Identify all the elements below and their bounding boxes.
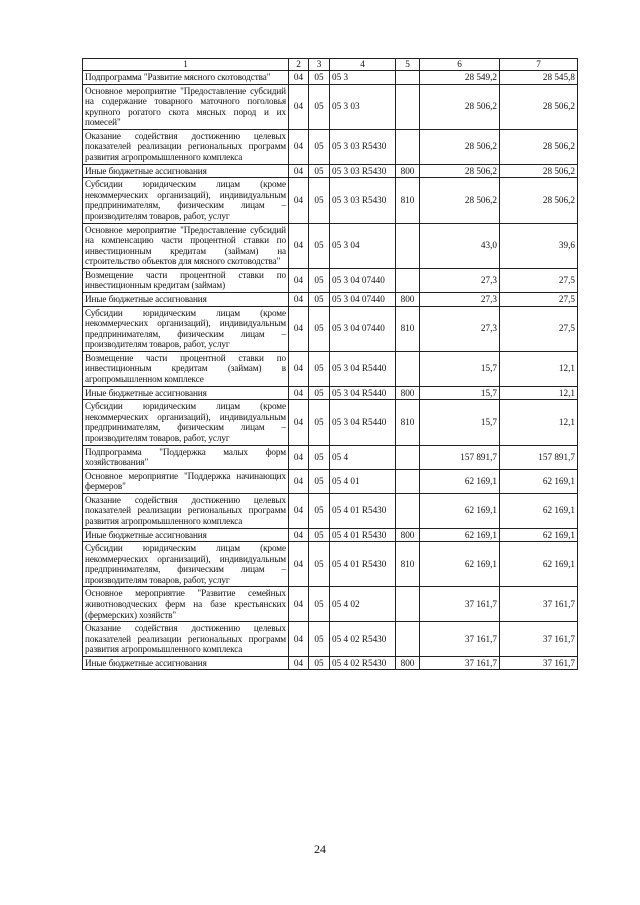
section-code-cell: 04 — [289, 493, 309, 528]
amount-cell: 37 161,7 — [500, 622, 578, 657]
row-name-cell: Оказание содействия достижению целевых показателей реализации региональных программ развития агропромышленного комплекса — [83, 129, 289, 164]
amount-cell: 39,6 — [500, 223, 578, 268]
amount-cell: 157 891,7 — [500, 445, 578, 469]
table-row — [83, 129, 578, 164]
column-header: 4 — [330, 59, 396, 71]
column-header: 3 — [309, 59, 330, 71]
subsection-code-cell: 05 — [309, 587, 330, 622]
section-code-cell: 04 — [289, 71, 309, 85]
expense-type-cell: 810 — [396, 178, 420, 223]
target-article-cell: 05 3 03 R5430 — [330, 129, 396, 164]
expense-type-cell — [396, 622, 420, 657]
table-row — [83, 656, 578, 670]
section-code-cell: 04 — [289, 164, 309, 178]
table-row — [83, 622, 578, 657]
expense-type-cell: 800 — [396, 386, 420, 400]
section-code-cell: 04 — [289, 268, 309, 292]
row-name-cell: Подпрограмма "Развитие мясного скотоводства" — [83, 71, 289, 85]
section-code-cell: 04 — [289, 542, 309, 587]
row-name-cell: Основное мероприятие "Предоставление субсидий на компенсацию части процентной ставки по инвестиционным кредитам (займам) на строительство объектов для мясного скотоводства" — [83, 223, 289, 268]
amount-cell: 62 169,1 — [500, 493, 578, 528]
row-name-cell: Субсидии юридическим лицам (кроме некоммерческих организаций), индивидуальным предпринимателям, физическим лицам – производителям товаров, работ, услуг — [83, 400, 289, 445]
amount-cell: 28 506,2 — [420, 129, 500, 164]
amount-cell: 28 506,2 — [500, 129, 578, 164]
amount-cell: 37 161,7 — [420, 656, 500, 670]
amount-cell: 28 506,2 — [500, 178, 578, 223]
amount-cell: 43,0 — [420, 223, 500, 268]
amount-cell: 28 506,2 — [420, 84, 500, 129]
column-header: 1 — [83, 59, 289, 71]
amount-cell: 62 169,1 — [420, 493, 500, 528]
amount-cell: 37 161,7 — [420, 587, 500, 622]
table-row — [83, 528, 578, 542]
section-code-cell: 04 — [289, 400, 309, 445]
expense-type-cell — [396, 445, 420, 469]
table-row — [83, 164, 578, 178]
amount-cell: 28 549,2 — [420, 71, 500, 85]
table-row — [83, 386, 578, 400]
amount-cell: 27,3 — [420, 292, 500, 306]
target-article-cell: 05 3 04 07440 — [330, 306, 396, 351]
section-code-cell: 04 — [289, 292, 309, 306]
column-header: 2 — [289, 59, 309, 71]
section-code-cell: 04 — [289, 656, 309, 670]
section-code-cell: 04 — [289, 306, 309, 351]
amount-cell: 62 169,1 — [500, 542, 578, 587]
subsection-code-cell: 05 — [309, 400, 330, 445]
target-article-cell: 05 3 — [330, 71, 396, 85]
expense-type-cell — [396, 223, 420, 268]
expense-type-cell: 800 — [396, 164, 420, 178]
target-article-cell: 05 4 01 R5430 — [330, 542, 396, 587]
section-code-cell: 04 — [289, 622, 309, 657]
expense-type-cell — [396, 587, 420, 622]
column-header: 7 — [500, 59, 578, 71]
subsection-code-cell: 05 — [309, 622, 330, 657]
target-article-cell: 05 4 02 R5430 — [330, 656, 396, 670]
table-row — [83, 292, 578, 306]
target-article-cell: 05 4 01 — [330, 469, 396, 493]
amount-cell: 28 506,2 — [500, 84, 578, 129]
budget-table — [82, 58, 578, 670]
row-name-cell: Оказание содействия достижению целевых показателей реализации региональных программ развития агропромышленного комплекса — [83, 622, 289, 657]
subsection-code-cell: 05 — [309, 351, 330, 386]
target-article-cell: 05 3 04 R5440 — [330, 351, 396, 386]
amount-cell: 37 161,7 — [500, 587, 578, 622]
subsection-code-cell: 05 — [309, 71, 330, 85]
row-name-cell: Иные бюджетные ассигнования — [83, 292, 289, 306]
expense-type-cell — [396, 84, 420, 129]
amount-cell: 27,5 — [500, 306, 578, 351]
row-name-cell: Основное мероприятие "Предоставление субсидий на содержание товарного маточного поголовья крупного рогатого скота мясных пород и их помесей" — [83, 84, 289, 129]
row-name-cell: Иные бюджетные ассигнования — [83, 656, 289, 670]
amount-cell: 28 506,2 — [420, 164, 500, 178]
row-name-cell: Иные бюджетные ассигнования — [83, 528, 289, 542]
expense-type-cell: 800 — [396, 528, 420, 542]
amount-cell: 15,7 — [420, 386, 500, 400]
amount-cell: 27,5 — [500, 292, 578, 306]
subsection-code-cell: 05 — [309, 445, 330, 469]
amount-cell: 15,7 — [420, 400, 500, 445]
subsection-code-cell: 05 — [309, 542, 330, 587]
amount-cell: 27,3 — [420, 268, 500, 292]
table-row — [83, 268, 578, 292]
expense-type-cell — [396, 268, 420, 292]
target-article-cell: 05 4 02 R5430 — [330, 622, 396, 657]
target-article-cell: 05 3 03 R5430 — [330, 178, 396, 223]
column-header: 5 — [396, 59, 420, 71]
row-name-cell: Подпрограмма "Поддержка малых форм хозяйствования" — [83, 445, 289, 469]
section-code-cell: 04 — [289, 129, 309, 164]
row-name-cell: Возмещение части процентной ставки по инвестиционным кредитам (займам) в агропромышленном комплексе — [83, 351, 289, 386]
subsection-code-cell: 05 — [309, 292, 330, 306]
target-article-cell: 05 3 03 — [330, 84, 396, 129]
subsection-code-cell: 05 — [309, 469, 330, 493]
amount-cell: 27,5 — [500, 268, 578, 292]
section-code-cell: 04 — [289, 178, 309, 223]
target-article-cell: 05 3 04 — [330, 223, 396, 268]
target-article-cell: 05 3 04 07440 — [330, 292, 396, 306]
row-name-cell: Субсидии юридическим лицам (кроме некоммерческих организаций), индивидуальным предпринимателям, физическим лицам – производителям товаров, работ, услуг — [83, 178, 289, 223]
section-code-cell: 04 — [289, 223, 309, 268]
table-body — [83, 71, 578, 670]
expense-type-cell: 800 — [396, 292, 420, 306]
expense-type-cell: 810 — [396, 306, 420, 351]
amount-cell: 62 169,1 — [500, 528, 578, 542]
table-row — [83, 542, 578, 587]
amount-cell: 62 169,1 — [500, 469, 578, 493]
subsection-code-cell: 05 — [309, 386, 330, 400]
table-row — [83, 306, 578, 351]
table-row — [83, 587, 578, 622]
table-header-row — [83, 59, 578, 71]
table-row — [83, 469, 578, 493]
row-name-cell: Иные бюджетные ассигнования — [83, 386, 289, 400]
target-article-cell: 05 4 02 — [330, 587, 396, 622]
amount-cell: 28 506,2 — [500, 164, 578, 178]
expense-type-cell — [396, 493, 420, 528]
section-code-cell: 04 — [289, 469, 309, 493]
table-row — [83, 445, 578, 469]
amount-cell: 28 545,8 — [500, 71, 578, 85]
subsection-code-cell: 05 — [309, 164, 330, 178]
section-code-cell: 04 — [289, 351, 309, 386]
subsection-code-cell: 05 — [309, 493, 330, 528]
row-name-cell: Оказание содействия достижению целевых показателей реализации региональных программ развития агропромышленного комплекса — [83, 493, 289, 528]
subsection-code-cell: 05 — [309, 306, 330, 351]
subsection-code-cell: 05 — [309, 528, 330, 542]
table-row — [83, 493, 578, 528]
amount-cell: 15,7 — [420, 351, 500, 386]
expense-type-cell — [396, 351, 420, 386]
section-code-cell: 04 — [289, 386, 309, 400]
target-article-cell: 05 3 04 R5440 — [330, 386, 396, 400]
amount-cell: 12,1 — [500, 386, 578, 400]
table-row — [83, 400, 578, 445]
table-row — [83, 223, 578, 268]
amount-cell: 157 891,7 — [420, 445, 500, 469]
section-code-cell: 04 — [289, 84, 309, 129]
amount-cell: 37 161,7 — [500, 656, 578, 670]
amount-cell: 62 169,1 — [420, 542, 500, 587]
subsection-code-cell: 05 — [309, 129, 330, 164]
amount-cell: 62 169,1 — [420, 528, 500, 542]
section-code-cell: 04 — [289, 528, 309, 542]
expense-type-cell — [396, 469, 420, 493]
amount-cell: 12,1 — [500, 351, 578, 386]
amount-cell: 27,3 — [420, 306, 500, 351]
expense-type-cell: 810 — [396, 400, 420, 445]
subsection-code-cell: 05 — [309, 84, 330, 129]
expense-type-cell: 800 — [396, 656, 420, 670]
target-article-cell: 05 4 01 R5430 — [330, 493, 396, 528]
target-article-cell: 05 4 01 R5430 — [330, 528, 396, 542]
subsection-code-cell: 05 — [309, 268, 330, 292]
column-header: 6 — [420, 59, 500, 71]
target-article-cell: 05 4 — [330, 445, 396, 469]
section-code-cell: 04 — [289, 445, 309, 469]
target-article-cell: 05 3 04 07440 — [330, 268, 396, 292]
row-name-cell: Субсидии юридическим лицам (кроме некоммерческих организаций), индивидуальным предпринимателям, физическим лицам – производителям товаров, работ, услуг — [83, 306, 289, 351]
target-article-cell: 05 3 03 R5430 — [330, 164, 396, 178]
row-name-cell: Иные бюджетные ассигнования — [83, 164, 289, 178]
subsection-code-cell: 05 — [309, 656, 330, 670]
subsection-code-cell: 05 — [309, 223, 330, 268]
row-name-cell: Возмещение части процентной ставки по инвестиционным кредитам (займам) — [83, 268, 289, 292]
table-row — [83, 351, 578, 386]
subsection-code-cell: 05 — [309, 178, 330, 223]
section-code-cell: 04 — [289, 587, 309, 622]
amount-cell: 37 161,7 — [420, 622, 500, 657]
expense-type-cell — [396, 129, 420, 164]
target-article-cell: 05 3 04 R5440 — [330, 400, 396, 445]
row-name-cell: Основное мероприятие "Поддержка начинающих фермеров" — [83, 469, 289, 493]
table-row — [83, 178, 578, 223]
table-row — [83, 84, 578, 129]
table-row — [83, 71, 578, 85]
amount-cell: 12,1 — [500, 400, 578, 445]
expense-type-cell — [396, 71, 420, 85]
row-name-cell: Основное мероприятие "Развитие семейных животноводческих ферм на базе крестьянских (фермерских) хозяйств" — [83, 587, 289, 622]
amount-cell: 62 169,1 — [420, 469, 500, 493]
page-number: 24 — [314, 842, 326, 856]
amount-cell: 28 506,2 — [420, 178, 500, 223]
row-name-cell: Субсидии юридическим лицам (кроме некоммерческих организаций), индивидуальным предпринимателям, физическим лицам – производителям товаров, работ, услуг — [83, 542, 289, 587]
expense-type-cell: 810 — [396, 542, 420, 587]
